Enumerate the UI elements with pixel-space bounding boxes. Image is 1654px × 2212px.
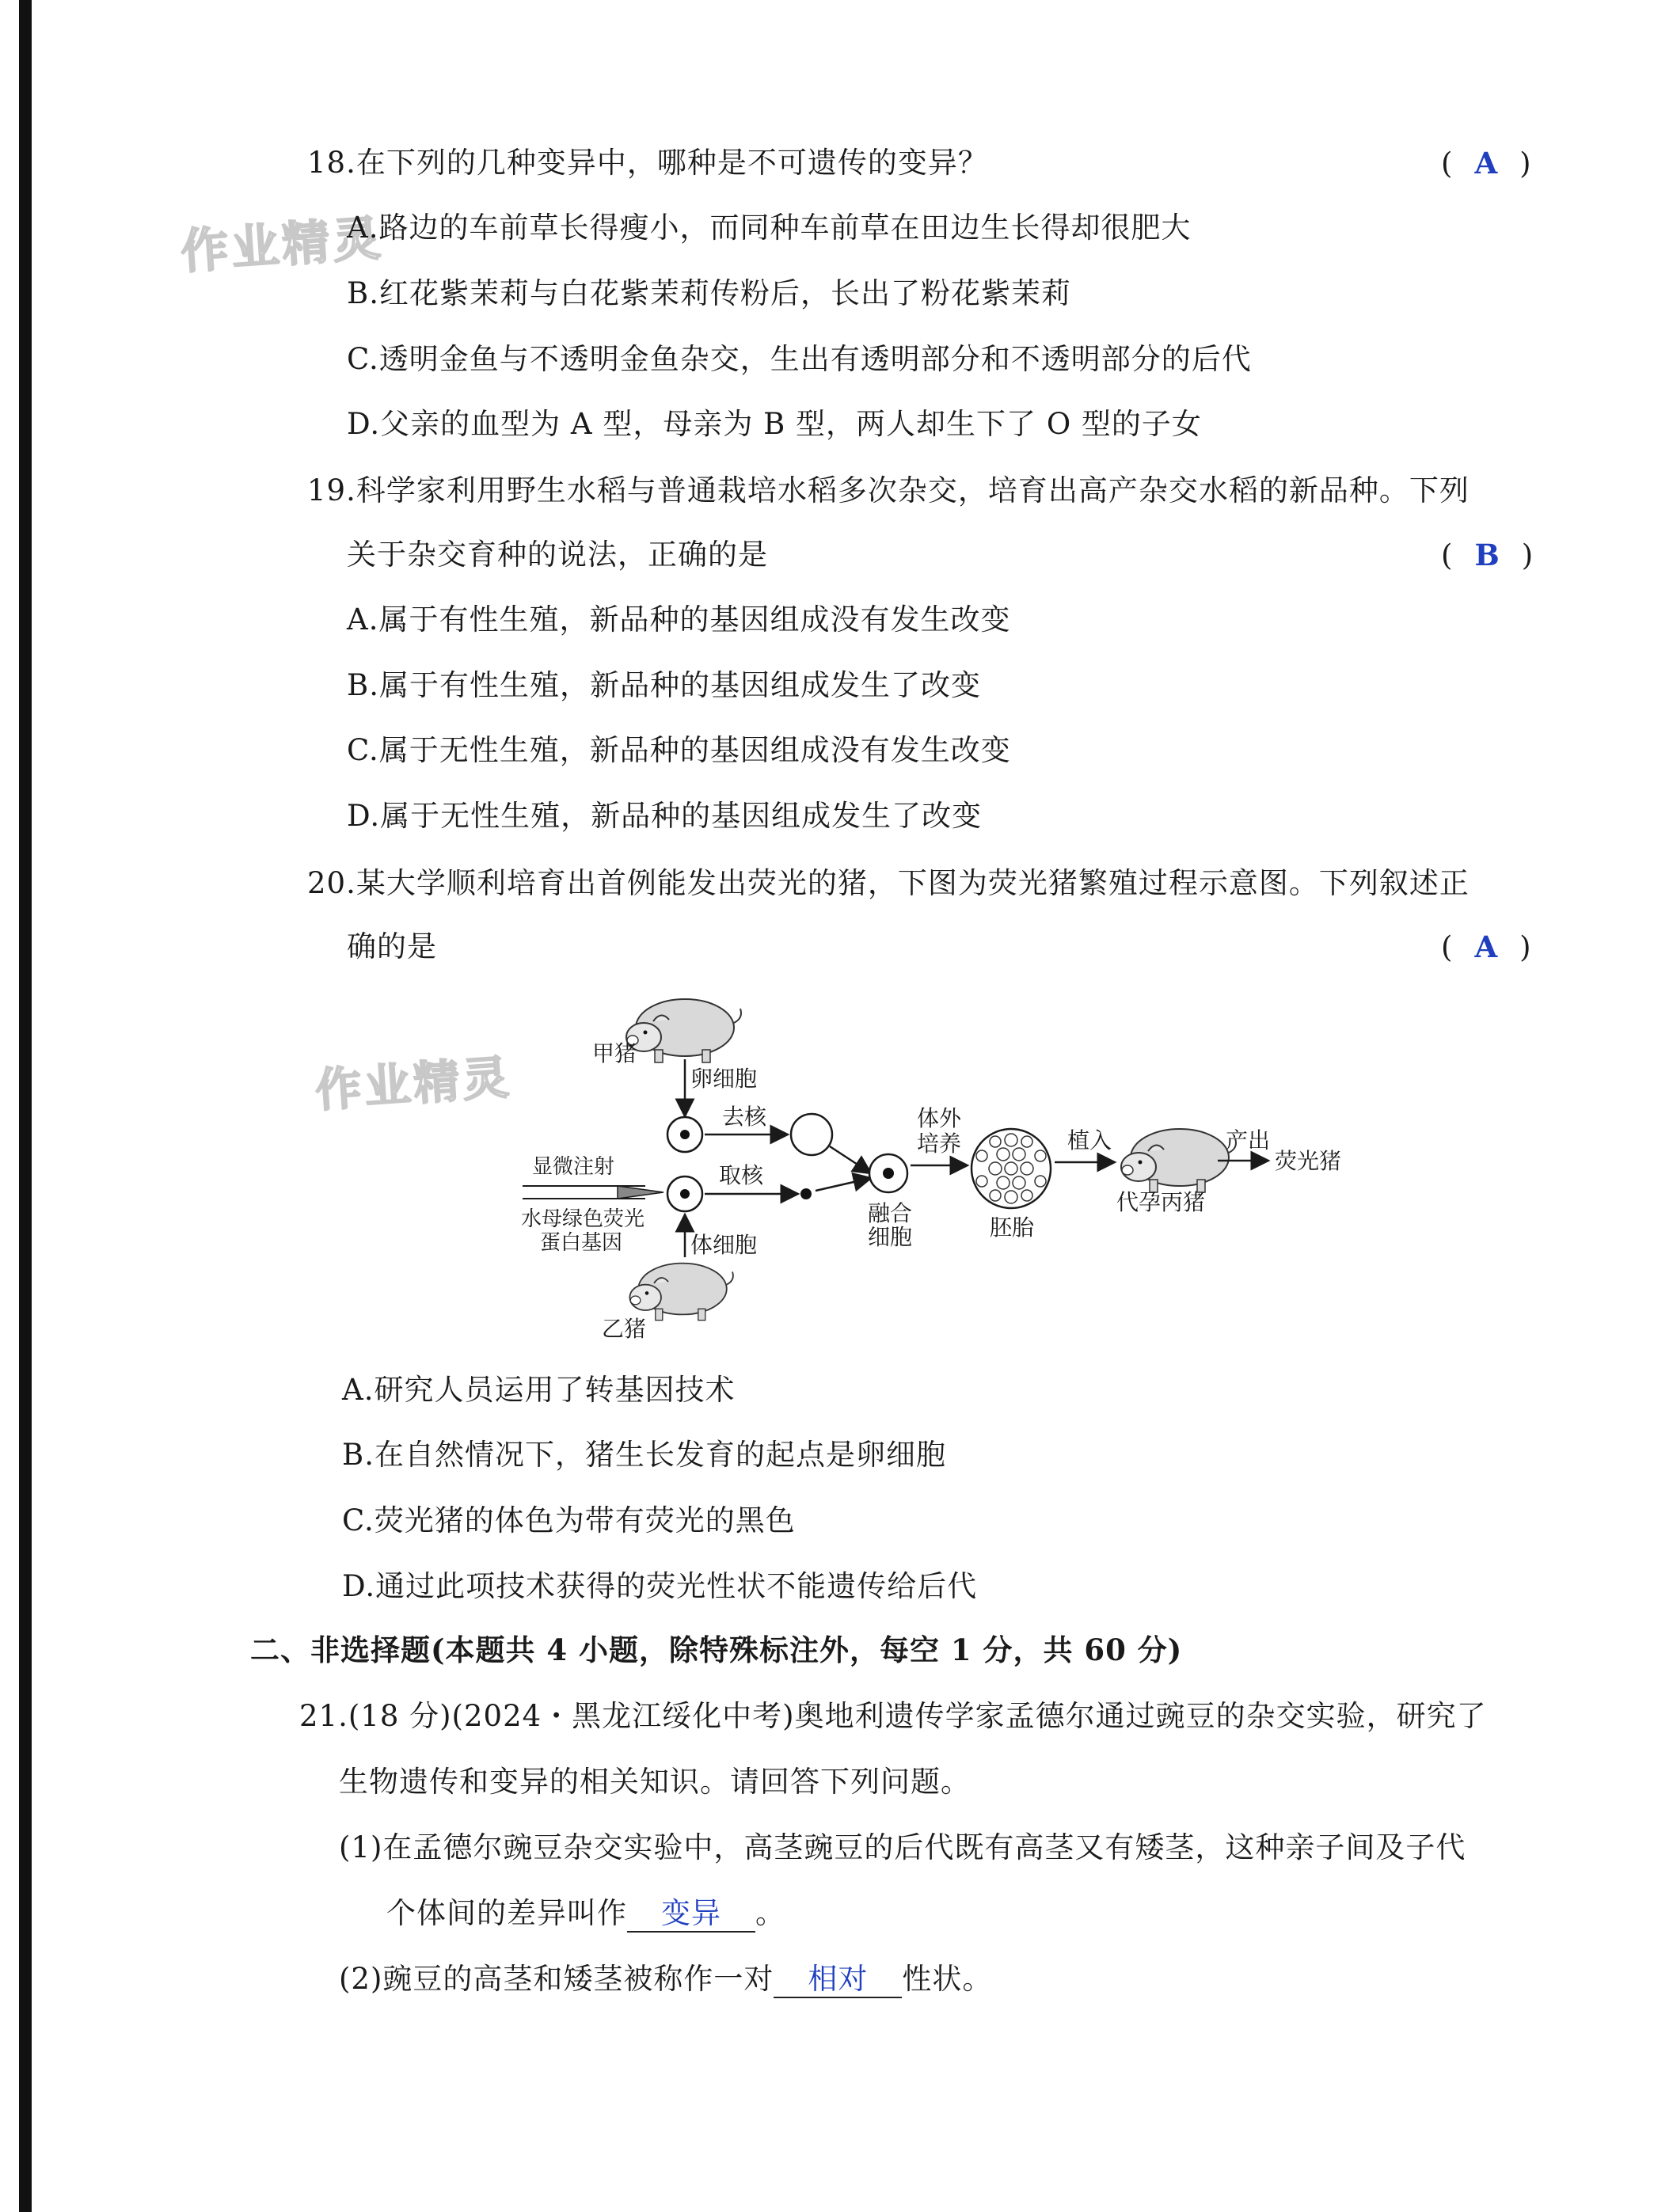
q19-stem-line2: 关于杂交育种的说法，正确的是 [347,538,768,572]
q19-option-d: D.属于无性生殖，新品种的基因组成发生了改变 [347,799,983,833]
fused-label-line2: 细胞 [868,1224,913,1250]
result-label: 荧光猪 [1275,1148,1342,1174]
arrow-nucleus-to-fusion [816,1178,871,1191]
pig-a-icon [626,999,741,1062]
q21-part2-answer-blank: 相对 [774,1962,902,1998]
q20-option-b: B.在自然情况下，猪生长发育的起点是卵细胞 [342,1438,946,1472]
microinjection-label: 显微注射 [532,1155,615,1179]
q20-option-a: A.研究人员运用了转基因技术 [342,1373,736,1407]
embryo-label: 胚胎 [990,1214,1035,1241]
q18-answer-value: A [1474,146,1498,181]
embryo-icon [971,1129,1051,1208]
q21-part2-suffix: 性状。 [902,1962,993,1996]
q18-option-c: C.透明金鱼与不透明金鱼杂交，生出有透明部分和不透明部分的后代 [347,342,1252,376]
q21-part2-prefix: (2)豌豆的高茎和矮茎被称作一对 [339,1962,774,1996]
implant-label: 植入 [1067,1127,1112,1154]
q20-option-c: C.荧光猪的体色为带有荧光的黑色 [342,1503,796,1537]
fused-cell-icon [869,1154,907,1192]
culture-label-line2: 培养 [917,1131,962,1157]
scan-edge [19,0,32,2212]
q20-answer-value: A [1474,929,1498,964]
q21-part2 [339,1960,992,1998]
watermark-middle: 作业精灵 [314,1050,514,1118]
q19-answer-value: B [1474,538,1500,572]
enucleated-egg-icon [791,1114,832,1155]
q21-part1-answer-blank: 变异 [627,1896,755,1933]
q20-stem-line1: 20.某大学顺利培育出首例能发出荧光的猪，下图为荧光猪繁殖过程示意图。下列叙述正 [307,866,1470,900]
q21-part1-suffix: 。 [755,1896,785,1930]
q21-part1-line2 [386,1895,785,1933]
q19-option-b: B.属于有性生殖，新品种的基因组成发生了改变 [347,668,981,702]
pig-a-label: 甲猪 [592,1040,637,1066]
q18-stem: 18.在下列的几种变异中，哪种是不可遗传的变异？ [307,146,988,180]
needle-icon [523,1186,664,1199]
q18-option-a: A.路边的车前草长得瘦小，而同种车前草在田边生长得却很肥大 [347,211,1192,245]
take-nucleus-label: 取核 [719,1162,764,1188]
culture-label-line1: 体外 [917,1105,962,1131]
surrogate-label: 代孕丙猪 [1116,1189,1206,1215]
q19-answer: ( B ) [1441,538,1534,572]
egg-cell-icon [667,1117,702,1152]
q19-option-c: C.属于无性生殖，新品种的基因组成没有发生改变 [347,733,1011,767]
q19-option-a: A.属于有性生殖，新品种的基因组成没有发生改变 [347,602,1011,637]
q18-option-b: B.红花紫茉莉与白花紫茉莉传粉后，长出了粉花紫茉莉 [347,276,1071,310]
q18-option-d: D.父亲的血型为 A 型，母亲为 B 型，两人却生下了 O 型的子女 [347,407,1202,441]
egg-label: 卵细胞 [690,1066,758,1092]
arrow-egg-to-fusion [830,1146,871,1173]
q21-part1-prefix: 个体间的差异叫作 [386,1896,627,1930]
remove-nucleus-label: 去核 [722,1104,767,1130]
q19-stem-line1: 19.科学家利用野生水稻与普通栽培水稻多次杂交，培育出高产杂交水稻的新品种。下列 [307,473,1470,507]
produce-label: 产出 [1226,1127,1271,1154]
fluorescent-pig-diagram [507,990,1378,1354]
q18-answer: ( A ) [1441,146,1531,181]
pig-b-label: 乙猪 [602,1316,647,1342]
q20-option-d: D.通过此项技术获得的荧光性状不能遗传给后代 [342,1569,978,1603]
gene-label-line1: 水母绿色荧光 [521,1207,645,1231]
somatic-label: 体细胞 [690,1232,758,1258]
pig-b-icon [629,1264,733,1321]
section2-heading: 二、非选择题(本题共 4 小题，除特殊标注外，每空 1 分，共 60 分) [250,1632,1183,1667]
watermark-top: 作业精灵 [179,211,386,280]
q20-stem-line2: 确的是 [347,929,437,963]
q20-answer: ( A ) [1441,929,1531,964]
nucleus-icon [800,1188,812,1199]
gene-label-line2: 蛋白基因 [540,1231,623,1255]
fused-label-line1: 融合 [868,1200,913,1226]
q21-stem-line1: 21.(18 分)(2024・黑龙江绥化中考)奥地利遗传学家孟德尔通过豌豆的杂交实验，研究了 [299,1699,1487,1733]
q21-part1-line1: (1)在孟德尔豌豆杂交实验中，高茎豌豆的后代既有高茎又有矮茎，这种亲子间及子代 [339,1830,1466,1864]
somatic-cell-icon [667,1176,702,1211]
q21-stem-line2: 生物遗传和变异的相关知识。请回答下列问题。 [339,1765,971,1799]
